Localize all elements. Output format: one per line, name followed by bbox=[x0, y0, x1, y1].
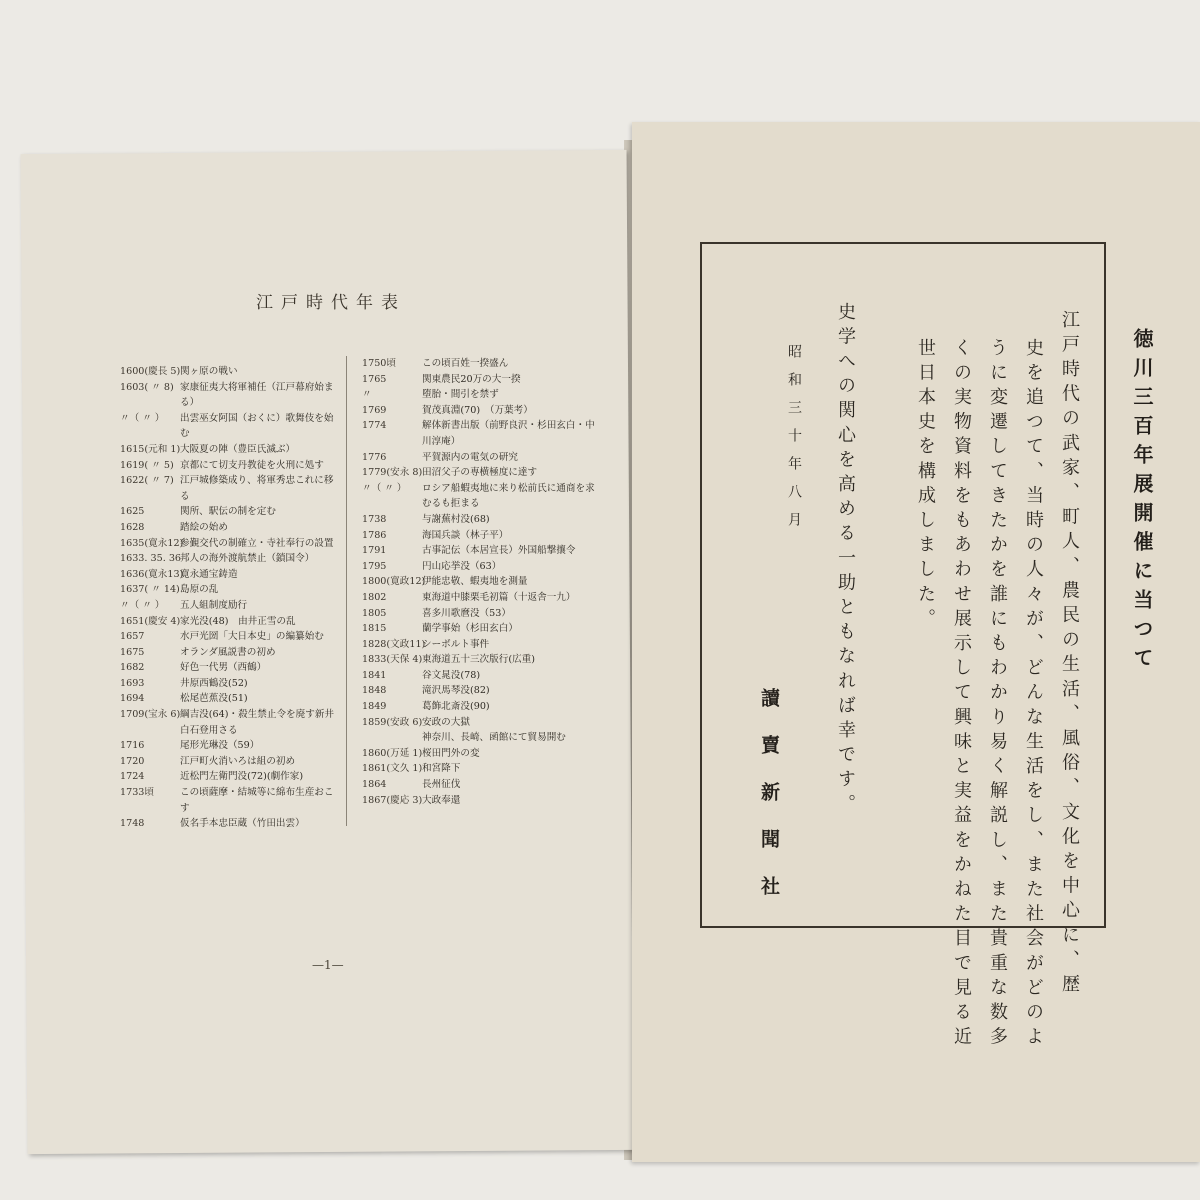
foreword-line: 史学への関心を高める一助ともなれば幸です。 bbox=[835, 302, 856, 819]
chronology-title: 江戸時代年表 bbox=[256, 293, 406, 313]
entry-event: 五人組制度励行 bbox=[180, 599, 248, 611]
entry-event: この頃薩摩・結城等に綿布生産おこす bbox=[180, 787, 334, 814]
entry-year: 1720 bbox=[120, 755, 145, 767]
entry-year: 1765 bbox=[362, 373, 387, 385]
entry-year: 1633. 35. 36 bbox=[120, 553, 182, 565]
entry-year: 1867(慶応 3) bbox=[362, 794, 423, 806]
page-number: —1— bbox=[312, 958, 344, 972]
entry-event: 円山応挙没（63） bbox=[422, 560, 502, 572]
entry-event: 江戸町火消いろは組の初め bbox=[180, 755, 296, 767]
entry-year: 1693 bbox=[120, 677, 145, 689]
chronology-entry bbox=[120, 380, 342, 411]
entry-event: 寛永通宝鋳造 bbox=[180, 568, 238, 580]
chronology-entry bbox=[120, 458, 342, 474]
entry-event: 谷文晁没(78) bbox=[422, 669, 481, 681]
chronology-entry bbox=[120, 629, 342, 645]
entry-year: 〃（ 〃 ） bbox=[120, 412, 165, 424]
entry-event: この頃百姓一揆盛ん bbox=[422, 358, 509, 369]
entry-event: 与謝蕪村没(68) bbox=[422, 513, 490, 525]
foreword-line: くの実物資料をもあわせ展示して興味と実益をかねた目で見る近 bbox=[951, 338, 972, 1052]
entry-event: 出雲巫女阿国（おくに）歌舞伎を始む bbox=[180, 412, 334, 440]
chronology-entry bbox=[362, 387, 598, 403]
entry-event: 東海道中膝栗毛初篇（十返舎一九） bbox=[422, 591, 576, 603]
chronology-entry bbox=[120, 738, 342, 754]
chronology-entry bbox=[120, 598, 342, 614]
chronology-entry bbox=[362, 668, 598, 684]
entry-year: 1724 bbox=[120, 771, 145, 783]
entry-year: 1675 bbox=[120, 646, 145, 658]
entry-event: 大政奉還 bbox=[422, 794, 461, 806]
foreword-date: 昭和三十年八月 bbox=[786, 344, 802, 540]
entry-event: 関ヶ原の戦い bbox=[180, 366, 238, 377]
entry-event: 邦人の海外渡航禁止（鎖国令） bbox=[180, 553, 315, 565]
entry-event: 堕胎・間引を禁ず bbox=[422, 389, 499, 401]
chronology-entry bbox=[120, 614, 342, 630]
chronology-entry bbox=[120, 411, 342, 442]
chronology-entry bbox=[362, 606, 598, 622]
entry-event: 家光没(48) 由井正雪の乱 bbox=[180, 615, 296, 627]
chronology-entry bbox=[362, 590, 598, 606]
chronology-entry bbox=[362, 418, 598, 449]
chronology-entry bbox=[362, 559, 598, 575]
entry-event: 古事記伝（本居宣長）外国船撃攘令 bbox=[422, 545, 576, 557]
entry-year: 1628 bbox=[120, 521, 145, 533]
entry-year: 1603( 〃 8) bbox=[120, 381, 174, 393]
chronology-entry bbox=[362, 652, 598, 668]
entry-year: 1733頃 bbox=[120, 787, 155, 799]
foreword-heading: 徳川三百年展開催に当つて bbox=[1128, 320, 1157, 684]
chronology-entry bbox=[362, 356, 598, 372]
entry-year: 〃 bbox=[362, 389, 372, 401]
chronology-entry bbox=[362, 621, 598, 637]
entry-event: 東海道五十三次版行(広重) bbox=[422, 654, 536, 666]
entry-event: 関東農民20万の大一揆 bbox=[422, 373, 521, 385]
entry-year: 1738 bbox=[362, 513, 387, 525]
entry-event: 参覲交代の制確立・寺社奉行の設置 bbox=[180, 537, 334, 549]
chronology-entry bbox=[120, 536, 342, 552]
chronology-entry bbox=[120, 364, 342, 380]
chronology-entry bbox=[120, 473, 342, 504]
chronology-entry bbox=[120, 551, 342, 567]
chronology-entry bbox=[362, 465, 598, 481]
entry-event: 滝沢馬琴没(82) bbox=[422, 685, 490, 697]
entry-year: 1622( 〃 7) bbox=[120, 475, 174, 487]
entry-year: 1791 bbox=[362, 545, 387, 557]
entry-event: 桜田門外の変 bbox=[422, 747, 480, 759]
chronology-entry bbox=[120, 769, 342, 785]
entry-year: 1776 bbox=[362, 451, 387, 463]
entry-year: 1800(寛政12) bbox=[362, 576, 426, 588]
foreword-line: 江戸時代の武家、町人、農民の生活、風俗、文化を中心に、歴 bbox=[1059, 310, 1080, 999]
publisher-name: 讀賣新聞社 bbox=[758, 688, 780, 923]
entry-year: 1786 bbox=[362, 529, 387, 541]
chronology-entry bbox=[362, 746, 598, 762]
chronology-entry bbox=[120, 691, 342, 707]
entry-event: 家康征夷大将軍補任（江戸幕府始まる） bbox=[180, 381, 334, 409]
entry-year: 1657 bbox=[120, 631, 145, 643]
entry-year: 1841 bbox=[362, 669, 387, 681]
entry-year: 〃（ 〃 ） bbox=[362, 482, 407, 494]
entry-year: 1861(文久 1) bbox=[362, 763, 423, 775]
chronology-entry bbox=[362, 372, 598, 388]
entry-year: 1635(寛永12) bbox=[120, 537, 184, 549]
chronology-entry bbox=[120, 504, 342, 520]
chronology-entry bbox=[362, 637, 598, 653]
chronology-entry bbox=[120, 816, 342, 832]
chronology-entry bbox=[362, 543, 598, 559]
chronology-column-2 bbox=[362, 356, 598, 808]
entry-year: 1682 bbox=[120, 662, 145, 674]
entry-event: 賀茂真淵(70) （万葉考） bbox=[422, 404, 533, 416]
chronology-entry bbox=[362, 512, 598, 528]
entry-year: 1769 bbox=[362, 404, 387, 416]
chronology-entry bbox=[120, 645, 342, 661]
entry-event: 島原の乱 bbox=[180, 584, 219, 596]
chronology-entry bbox=[120, 785, 342, 816]
chronology-entry bbox=[120, 582, 342, 598]
chronology-entry bbox=[120, 676, 342, 692]
entry-year: 1864 bbox=[362, 779, 387, 791]
entry-event: 仮名手本忠臣蔵（竹田出雲） bbox=[180, 818, 305, 830]
entry-year: 1802 bbox=[362, 591, 387, 603]
entry-event: 田沼父子の専横極度に達す bbox=[422, 467, 538, 479]
entry-year: 1859(安政 6) bbox=[362, 716, 423, 728]
entry-year: 1795 bbox=[362, 560, 387, 572]
entry-event: 解体新書出版（前野良沢・杉田玄白・中川淳庵） bbox=[422, 420, 595, 447]
entry-event: 尾形光琳没（59） bbox=[180, 740, 260, 752]
entry-year: 1805 bbox=[362, 607, 387, 619]
chronology-column-1 bbox=[120, 364, 342, 832]
chronology-entry bbox=[362, 481, 598, 512]
chronology-entry bbox=[362, 683, 598, 699]
entry-year: 1625 bbox=[120, 506, 145, 518]
entry-event: 海国兵談（林子平） bbox=[422, 529, 509, 541]
entry-event: 安政の大獄 bbox=[422, 716, 470, 728]
entry-event: シーボルト事件 bbox=[422, 638, 490, 650]
entry-event: 喜多川歌麿没（53） bbox=[422, 607, 511, 619]
chronology-entry bbox=[362, 777, 598, 793]
chronology-entry bbox=[120, 520, 342, 536]
entry-event: 京都にて切支丹教徒を火刑に処す bbox=[180, 459, 324, 471]
chronology-entry bbox=[362, 793, 598, 809]
entry-year: 1637( 〃 14) bbox=[120, 584, 180, 596]
column-divider bbox=[346, 356, 347, 826]
entry-year: 1848 bbox=[362, 685, 387, 697]
chronology-entry bbox=[120, 442, 342, 458]
entry-year: 1615(元和 1) bbox=[120, 443, 181, 455]
entry-year: 1815 bbox=[362, 623, 387, 635]
chronology-entry bbox=[120, 707, 342, 738]
chronology-entry bbox=[362, 403, 598, 419]
chronology-entry bbox=[362, 761, 598, 777]
entry-event: 江戸城修築成り、将軍秀忠これに移る bbox=[180, 475, 334, 502]
chronology-entry bbox=[120, 660, 342, 676]
entry-year: 1709(宝永 6) bbox=[120, 709, 181, 721]
entry-year: 1828(文政11) bbox=[362, 638, 426, 650]
foreword-line: 世日本史を構成しました。 bbox=[915, 338, 936, 634]
entry-year bbox=[362, 730, 422, 746]
entry-event: 長州征伐 bbox=[422, 779, 461, 791]
entry-year: 1651(慶安 4) bbox=[120, 615, 181, 627]
entry-year: 1636(寛永13) bbox=[120, 568, 184, 580]
chronology-entry bbox=[362, 528, 598, 544]
entry-year: 1716 bbox=[120, 740, 145, 752]
entry-year: 1774 bbox=[362, 420, 387, 432]
entry-year: 1833(天保 4) bbox=[362, 654, 423, 666]
entry-event: 綱吉没(64)・殺生禁止令を廃す新井白石登用さる bbox=[180, 709, 335, 736]
foreword-line: 史を追つて、当時の人々が、どんな生活をし、また社会がどのよ bbox=[1023, 338, 1044, 1052]
entry-event: 蘭学事始（杉田玄白） bbox=[422, 623, 518, 635]
entry-year: 1750頃 bbox=[362, 358, 397, 369]
entry-event: オランダ風説書の初め bbox=[180, 646, 276, 658]
entry-event: 松尾芭蕉没(51) bbox=[180, 693, 248, 705]
entry-event: 井原西鶴没(52) bbox=[180, 677, 248, 689]
chronology-entry bbox=[362, 715, 598, 731]
entry-event: 和宮降下 bbox=[422, 763, 461, 775]
entry-year: 1600(慶長 5) bbox=[120, 366, 181, 377]
chronology-entry bbox=[362, 450, 598, 466]
chronology-entry bbox=[362, 730, 598, 746]
chronology-entry bbox=[120, 567, 342, 583]
entry-event: 葛飾北斎没(90) bbox=[422, 701, 490, 713]
entry-event: 平賀源内の電気の研究 bbox=[422, 451, 518, 463]
entry-year: 1694 bbox=[120, 693, 145, 705]
entry-year: 1779(安永 8) bbox=[362, 467, 423, 479]
entry-year: 〃（ 〃 ） bbox=[120, 599, 165, 611]
entry-year: 1860(万延 1) bbox=[362, 747, 423, 759]
entry-event: 踏絵の始め bbox=[180, 521, 228, 533]
foreword-line: うに変遷してきたかを誰にもわかり易く解説し、また貴重な数多 bbox=[987, 338, 1008, 1052]
chronology-entry bbox=[362, 574, 598, 590]
entry-event: 近松門左衛門没(72)(劇作家) bbox=[180, 771, 304, 783]
entry-event: 伊能忠敬、蝦夷地を測量 bbox=[422, 576, 528, 588]
entry-year: 1748 bbox=[120, 818, 145, 830]
chronology-entry bbox=[120, 754, 342, 770]
entry-event: 関所、駅伝の制を定む bbox=[180, 506, 276, 518]
entry-year: 1849 bbox=[362, 701, 387, 713]
entry-event: 水戸光圀「大日本史」の編纂始む bbox=[180, 631, 324, 643]
entry-year: 1619( 〃 5) bbox=[120, 459, 174, 471]
entry-event: 神奈川、長崎、函館にて貿易開む bbox=[422, 732, 566, 744]
chronology-entry bbox=[362, 699, 598, 715]
entry-event: 大阪夏の陣（豊臣氏滅ぶ） bbox=[180, 443, 296, 455]
entry-event: 好色一代男（西鶴） bbox=[180, 662, 267, 674]
entry-event: ロシア船蝦夷地に来り松前氏に通商を求むるも拒まる bbox=[422, 482, 595, 510]
